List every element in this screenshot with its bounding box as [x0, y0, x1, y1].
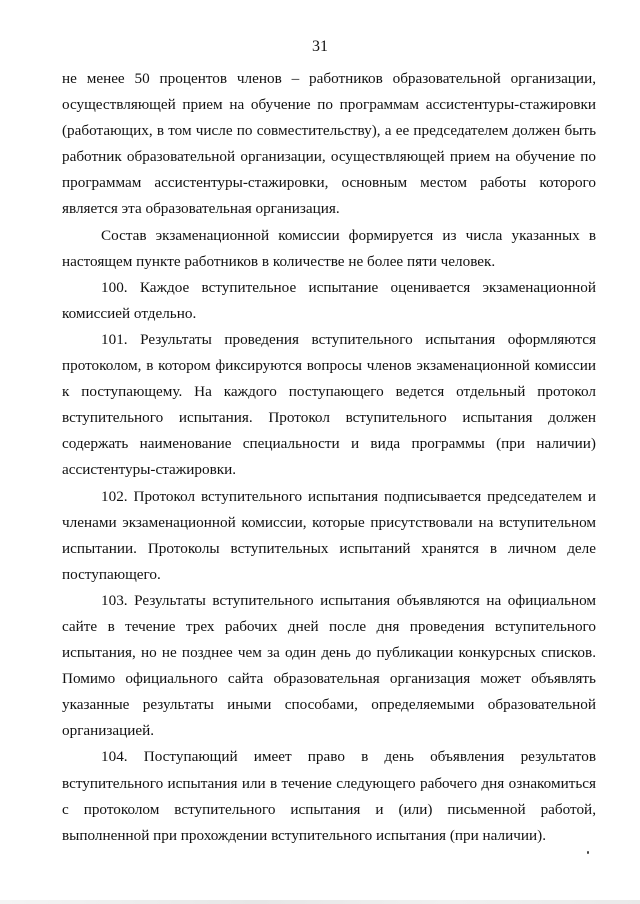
page-number: 31 — [312, 38, 328, 55]
scan-speck — [587, 851, 589, 854]
paragraph-item-102: 102. Протокол вступительного испытания подписывается председателем и членами экзаменационной комиссии, которые присутствовали на вступительном испытании. Протоколы вступительных испытаний хранятся в личном деле поступающего. — [62, 487, 596, 583]
paragraph-continuation: не менее 50 процентов членов – работников образовательной организации, осуществляющей прием на обучение по программам ассистентуры-стажировки (работающих, в том числе по совместительству), а ее председателем должен быть работник образовательной организации, осуществляющей прием на обучение по программам ассистентуры-стажировки, основным местом работы которого является эта образовательная организация. — [62, 70, 596, 218]
document-body — [62, 66, 596, 849]
paragraph-item-100: 100. Каждое вступительное испытание оценивается экзаменационной комиссией отдельно. — [62, 278, 596, 322]
paragraph-item-103: 103. Результаты вступительного испытания объявляются на официальном сайте в течение трех рабочих дней после дня проведения вступительного испытания, но не позднее чем за один день до публикации конкурсных списков. Помимо официального сайта образовательная организация может объявлять указанные результаты иными способами, определяемыми образовательной организацией. — [62, 591, 596, 740]
paragraph-item-101: 101. Результаты проведения вступительного испытания оформляются протоколом, в котором фиксируются вопросы членов экзаменационной комиссии к поступающему. На каждого поступающего ведется отдельный протокол вступительного испытания. Протокол вступительного испытания должен содержать наименование специальности и вида программы (при наличии) ассистентуры-стажировки. — [62, 330, 596, 479]
scan-bottom-edge — [0, 900, 640, 904]
paragraph-commission-composition: Состав экзаменационной комиссии формируется из числа указанных в настоящем пункте работников в количестве не более пяти человек. — [62, 226, 596, 270]
paragraph-item-104: 104. Поступающий имеет право в день объявления результатов вступительного испытания или в течение следующего рабочего дня ознакомиться с протоколом вступительного испытания и (или) письменной работой, выполненной при прохождении вступительного испытания (при наличии). — [62, 748, 596, 844]
